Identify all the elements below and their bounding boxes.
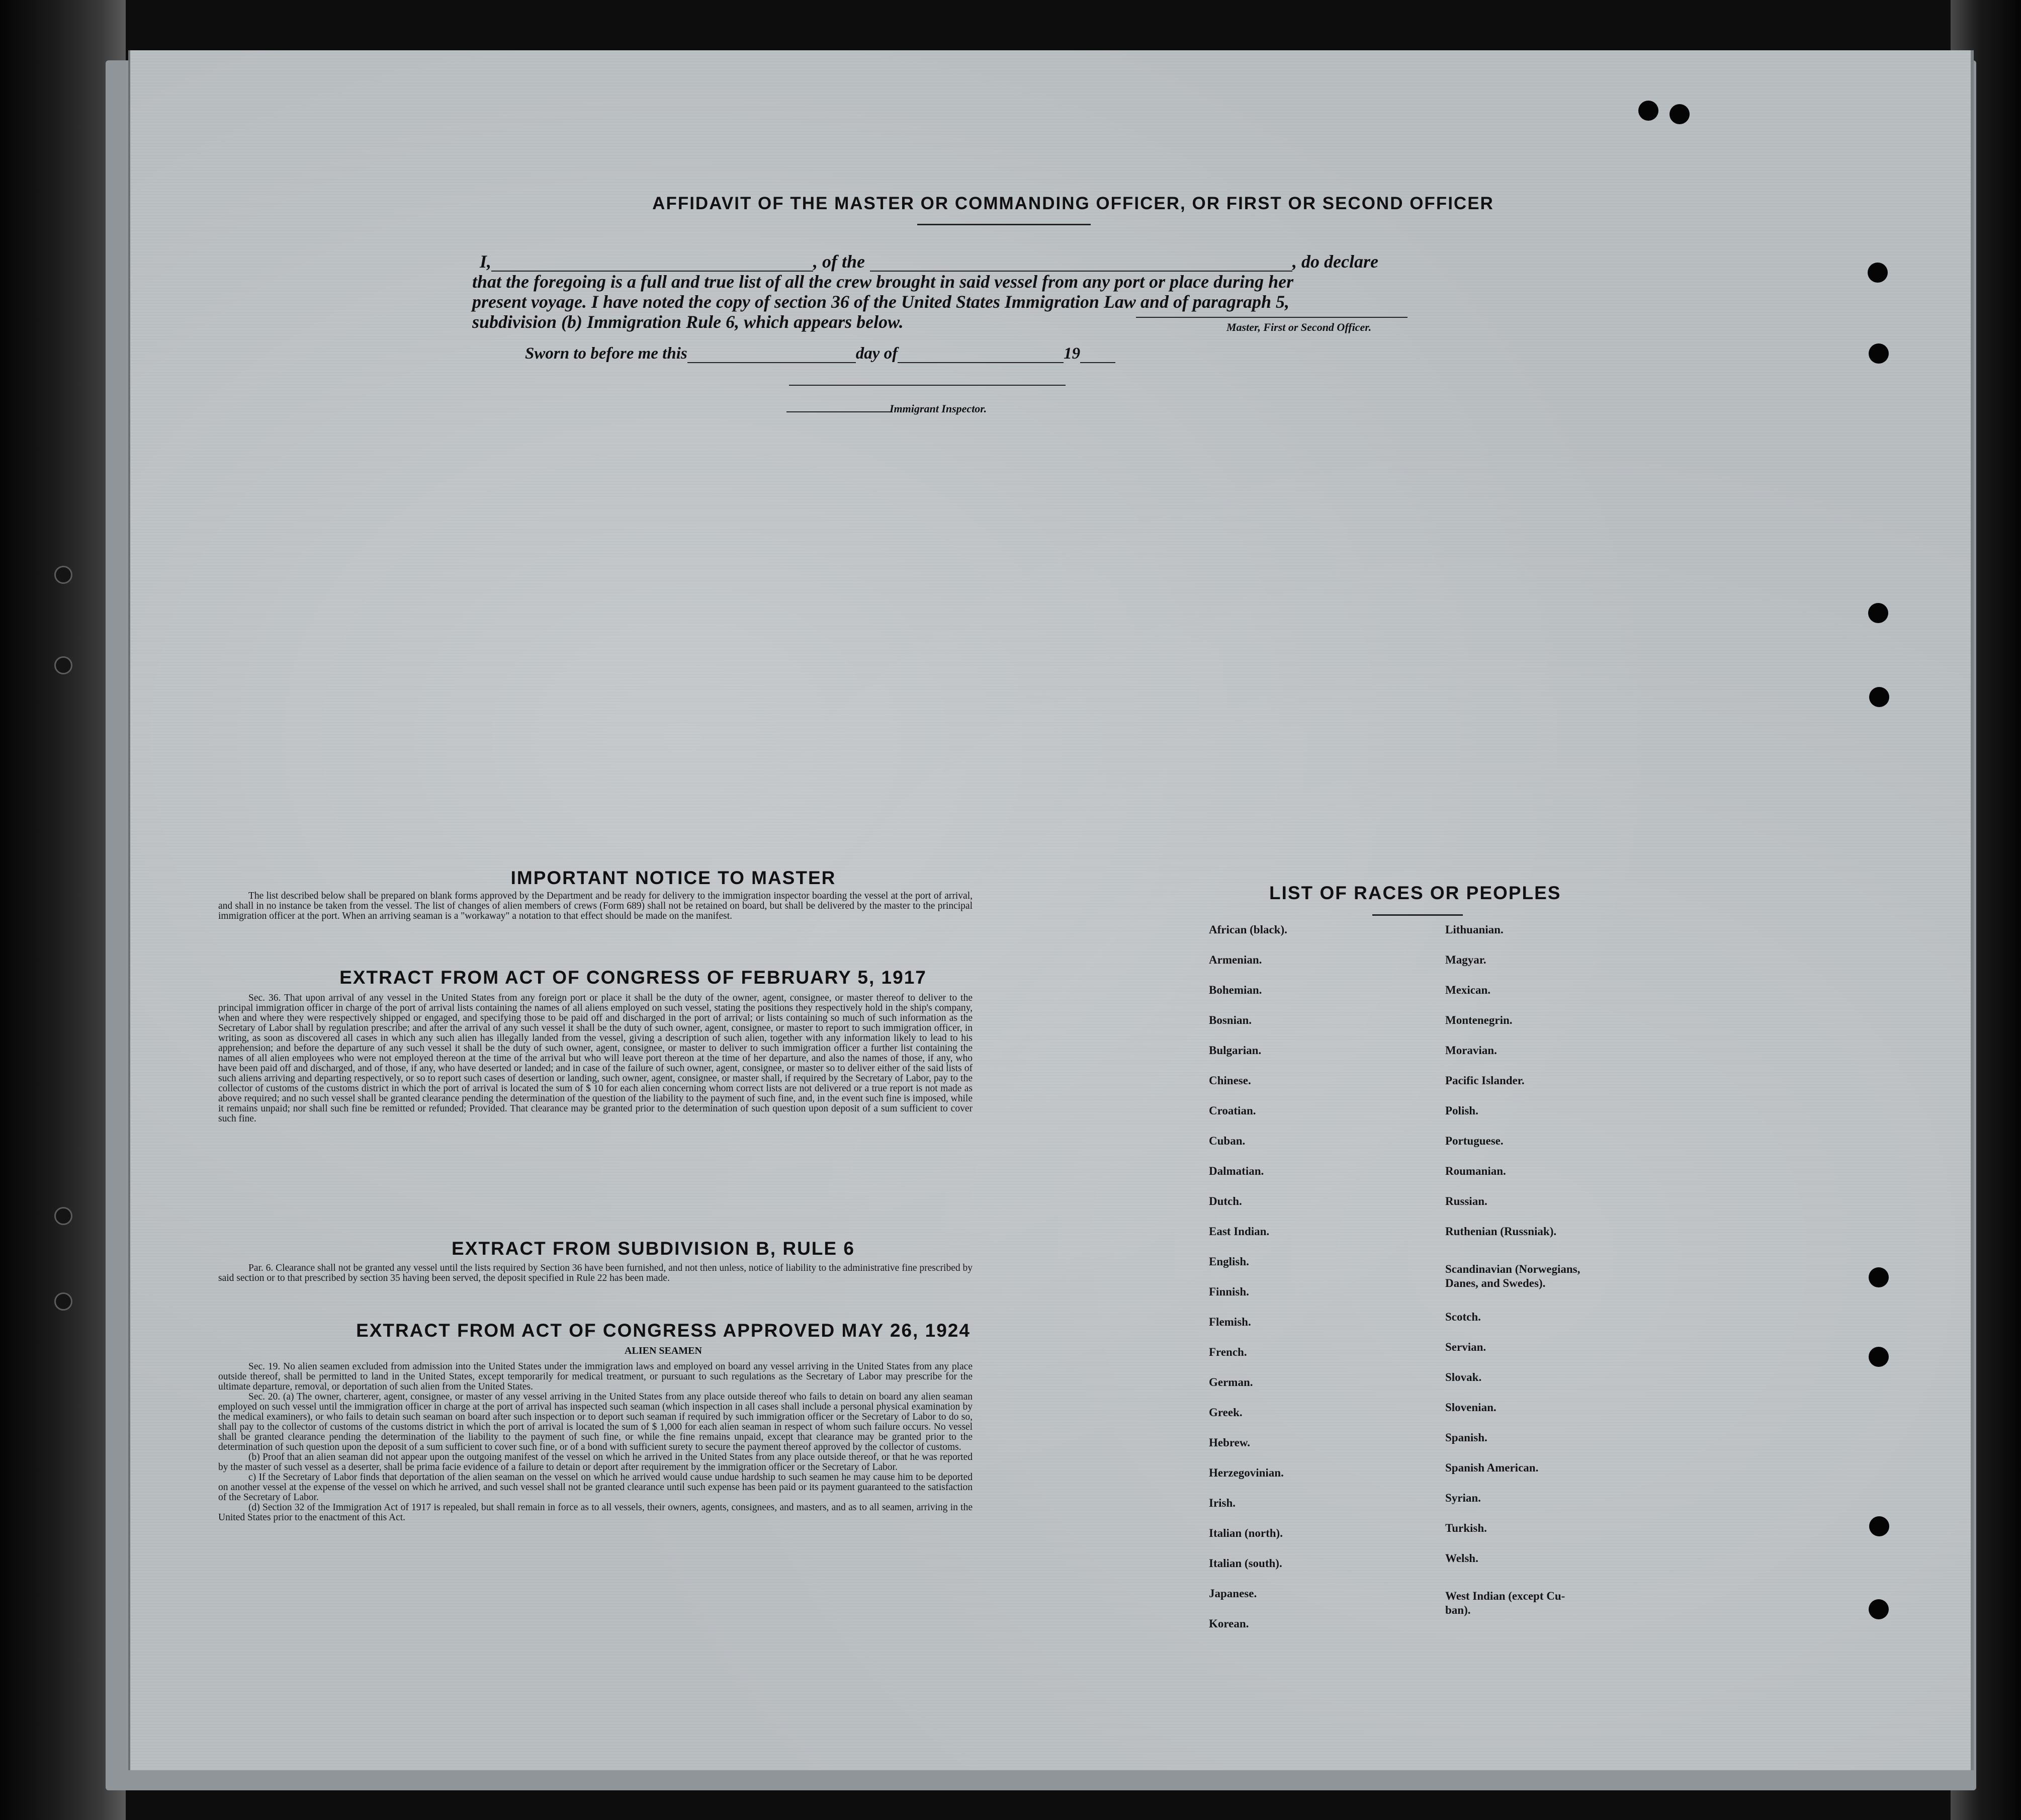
race-item: Welsh. xyxy=(1445,1552,1478,1565)
punch-hole xyxy=(1869,1516,1889,1536)
extract-1924-para-5: (d) Section 32 of the Immigration Act of 1917 is repealed, but shall remain in force as to all vessels, their owners, agents, consignees, and masters, and as to all seamen, arriving in the United States prior to the enactment of this Act. xyxy=(218,1502,973,1523)
race-item: Scandinavian (Norwegians, Danes, and Swedes). xyxy=(1445,1263,1580,1289)
race-item: Chinese. xyxy=(1209,1074,1251,1087)
punch-hole xyxy=(1869,1347,1889,1367)
race-item: Flemish. xyxy=(1209,1316,1251,1328)
race-item: Syrian. xyxy=(1445,1492,1481,1504)
race-item: Herzegovinian. xyxy=(1209,1466,1284,1479)
extract-1924-para-3: (b) Proof that an alien seaman did not appear upon the outgoing manifest of the vessel on which he arrived in the United States from any place outside thereof, or that he was reported by the master of such vessel as a deserter, shall be prima facie evidence of a failure to detain or deport after requirement by the immigration officer or the Secretary of Labor. xyxy=(218,1452,973,1472)
document-page xyxy=(128,50,1974,1770)
extract-1924-para-2: Sec. 20. (a) The owner, charterer, agent, consignee, or master of any vessel arriving in the United States from any place outside thereof who fails to detain on board any alien seaman employed on such vessel until the immigration officer in charge at the port of arrival has inspected such seaman (which inspection in all cases shall include a personal physical examination by the medical examiners), or who fails to detain such seaman on board after such inspection or to deport such seaman if required by such immigration officer or the Secretary of Labor to do so, shall pay to the collector of customs of the customs district in which the port of arrival is located the sum of $ 1,000 for each alien seaman in respect of whom such failure occurs. No vessel shall be granted clearance pending the determination of the liability to the payment of such fine, or while the fine remains unpaid, except that clearance may be granted prior to the determination of such question upon the deposit of a sum sufficient to cover such fine, or of a bond with sufficient surety to secure the payment thereof approved by the collector of customs. xyxy=(218,1392,973,1452)
punch-hole xyxy=(1669,104,1690,124)
sworn-month-field[interactable] xyxy=(898,348,1064,363)
race-item: Croatian. xyxy=(1209,1104,1256,1117)
extract-1924-body xyxy=(218,1362,973,1523)
race-item: Italian (north). xyxy=(1209,1527,1283,1539)
inspector-signature-line[interactable] xyxy=(789,385,1066,386)
race-item: Dutch. xyxy=(1209,1195,1242,1207)
race-item: Bohemian. xyxy=(1209,984,1262,996)
punch-hole xyxy=(1868,603,1888,623)
race-item: Slovenian. xyxy=(1445,1401,1497,1414)
extract-1917-body xyxy=(218,993,973,1124)
affidavit-line-2: that the foregoing is a full and true list of all the crew brought in said vessel from any port or place during her xyxy=(472,272,1294,292)
race-item: Armenian. xyxy=(1209,954,1262,966)
race-item: Montenegrin. xyxy=(1445,1014,1513,1026)
race-item: Greek. xyxy=(1209,1406,1243,1419)
extract-1917-title: EXTRACT FROM ACT OF CONGRESS OF FEBRUARY 5, 1917 xyxy=(339,967,927,988)
race-item: African (black). xyxy=(1209,923,1287,936)
sworn-year-prefix: 19 xyxy=(1064,344,1081,363)
punch-hole xyxy=(1869,343,1889,364)
race-item: Polish. xyxy=(1445,1104,1478,1117)
notice-paragraph: The list described below shall be prepared on blank forms approved by the Department and be ready for delivery to the immigration inspector boarding the vessel at the port of arrival, and shall in no instance be taken from the vessel. The list of changes of alien members of crews (Form 689) shall not be retained on board, but shall be delivered by the master to the principal immigration officer at the port. When an arriving seaman is a "workaway" a notation to that effect should be made on the manifest. xyxy=(218,891,973,921)
punch-hole xyxy=(1869,1267,1889,1287)
sworn-line xyxy=(525,344,1115,363)
sworn-text: Sworn to before me this xyxy=(525,344,687,363)
race-item: Mexican. xyxy=(1445,984,1491,996)
race-item: West Indian (except Cu- ban). xyxy=(1445,1590,1565,1616)
race-item: Hebrew. xyxy=(1209,1436,1250,1449)
punch-hole xyxy=(54,1207,72,1225)
punch-hole xyxy=(1869,1599,1889,1619)
race-item: Cuban. xyxy=(1209,1135,1246,1147)
race-item: Lithuanian. xyxy=(1445,923,1504,936)
punch-hole xyxy=(1869,687,1889,707)
punch-hole xyxy=(54,566,72,584)
sworn-day-field[interactable] xyxy=(687,348,856,363)
affidavit-i: I, xyxy=(480,251,492,272)
affidavit-line-3: present voyage. I have noted the copy of section 36 of the United States Immigration Law and of paragraph 5, xyxy=(472,292,1289,312)
races-right-column xyxy=(1445,50,1677,1710)
race-item: Scotch. xyxy=(1445,1311,1481,1323)
race-item: Russian. xyxy=(1445,1195,1487,1207)
race-item: Italian (south). xyxy=(1209,1557,1282,1570)
punch-hole xyxy=(1638,101,1658,121)
race-item: Slovak. xyxy=(1445,1371,1482,1383)
race-item: Turkish. xyxy=(1445,1522,1487,1534)
affidavit-declare: , do declare xyxy=(1292,251,1378,272)
race-item: East Indian. xyxy=(1209,1225,1270,1238)
race-item: Moravian. xyxy=(1445,1044,1497,1057)
race-item: Korean. xyxy=(1209,1617,1249,1630)
punch-hole xyxy=(1868,263,1888,283)
race-item: Dalmatian. xyxy=(1209,1165,1264,1177)
race-item: Bulgarian. xyxy=(1209,1044,1262,1057)
inspector-label-leader xyxy=(786,411,892,412)
race-item: Pacific Islander. xyxy=(1445,1074,1525,1087)
races-left-column xyxy=(1209,50,1410,1710)
race-item: Spanish. xyxy=(1445,1431,1487,1444)
races-title: LIST OF RACES OR PEOPLES xyxy=(1269,883,1561,903)
race-item: Bosnian. xyxy=(1209,1014,1252,1026)
extract-1917-paragraph: Sec. 36. That upon arrival of any vessel in the United States from any foreign port or place it shall be the duty of the owner, agent, consignee, or master thereof to deliver to the principal immigration officer in charge of the port of arrival lists containing the names of all aliens employed on such vessel, stating the positions they respectively hold in the ship's company, when and where they were respectively shipped or engaged, and specifying those to be paid off and discharged in the port of arrival; or lists containing so much of such information as the Secretary of Labor shall by regulation prescribe; and after the arrival of any such vessel it shall be the duty of such owner, agent, consignee, or master to report to such immigration officer, in writing, as soon as discovered all cases in which any such alien has illegally landed from the vessel, giving a description of such alien, together with any information likely to lead to his apprehension; and before the departure of any such vessel it shall be the duty of such owner, agent, consignee, or master to deliver to such immigration officer a further list containing the names of all alien employees who were not employed thereon at the time of the arrival but who will leave port thereon at the time of her departure, and also the names of those, if any, who have been paid off and discharged, and of those, if any, who have deserted or landed; and in case of the failure of such owner, agent, consignee, or master so to deliver either of the said lists of such aliens arriving and departing respectively, or so to report such cases of desertion or landing, such owner, agent, consignee, or master shall, if required by the Secretary of Labor, pay to the collector of customs of the customs district in which the port of arrival is located the sum of $ 10 for each alien concerning whom correct lists are not delivered or a true report is not made as above required; and no such vessel shall be granted clearance pending the determination of the question of the liability to the payment of such fine, and, in the event such fine is imposed, while it remains unpaid; nor shall such fine be remitted or refunded; Provided. That clearance may be granted prior to the determination of such question upon deposit of a sum sufficient to cover such fine. xyxy=(218,993,973,1124)
affidavit-of-the: , of the xyxy=(813,251,865,272)
affidavit-line-4: subdivision (b) Immigration Rule 6, which appears below. xyxy=(472,312,904,332)
master-name-field[interactable] xyxy=(491,254,813,272)
race-item: German. xyxy=(1209,1376,1253,1389)
race-item: Finnish. xyxy=(1209,1285,1249,1298)
sworn-year-field[interactable] xyxy=(1080,348,1115,363)
notice-text xyxy=(218,891,973,921)
race-item: Portuguese. xyxy=(1445,1135,1504,1147)
race-item: French. xyxy=(1209,1346,1247,1358)
race-item: Ruthenian (Russniak). xyxy=(1445,1225,1557,1238)
extract-rule6-paragraph: Par. 6. Clearance shall not be granted any vessel until the lists required by Section 36 have been furnished, and not then unless, notice of liability to the administrative fine prescribed by said section or to that prescribed by section 35 having been served, the deposit specified in Rule 22 has been made. xyxy=(218,1263,973,1283)
race-item: English. xyxy=(1209,1255,1249,1268)
signature-label: Master, First or Second Officer. xyxy=(1226,321,1372,333)
race-item: Spanish American. xyxy=(1445,1461,1539,1474)
affidavit-title: AFFIDAVIT OF THE MASTER OR COMMANDING OFFICER, OR FIRST OR SECOND OFFICER xyxy=(652,194,1494,213)
race-item: Magyar. xyxy=(1445,954,1486,966)
race-item: Servian. xyxy=(1445,1341,1486,1353)
extract-1924-para-1: Sec. 19. No alien seamen excluded from admission into the United States under the immigration laws and employed on board any vessel arriving in the United States from any place outside thereof, shall be permitted to land in the United States, except temporarily for medical treatment, or pursuant to such regulations as the Secretary of Labor may prescribe for the ultimate departure, removal, or deportation of such alien from the United States. xyxy=(218,1361,973,1392)
punch-hole xyxy=(54,1292,72,1311)
race-item: Roumanian. xyxy=(1445,1165,1506,1177)
punch-hole xyxy=(54,656,72,674)
notice-title: IMPORTANT NOTICE TO MASTER xyxy=(510,868,836,888)
extract-1924-subtitle: ALIEN SEAMEN xyxy=(625,1345,702,1356)
race-item: Irish. xyxy=(1209,1497,1236,1509)
sworn-day-of: day of xyxy=(855,344,898,363)
affidavit-title-rule xyxy=(917,224,1091,225)
extract-1924-title: EXTRACT FROM ACT OF CONGRESS APPROVED MAY 26, 1924 xyxy=(356,1320,971,1341)
inspector-label: Immigrant Inspector. xyxy=(890,402,987,415)
extract-rule6-body xyxy=(218,1263,973,1283)
race-item: Japanese. xyxy=(1209,1587,1257,1600)
extract-1924-para-4: c) If the Secretary of Labor finds that deportation of the alien seaman on the vessel on which he arrived would cause undue hardship to such seamen he may cause him to be deported on another vessel at the expense of the vessel on which he arrived, and such vessel shall not be granted clearance until such expense has been paid or its payment guaranteed to the satisfaction of the Secretary of Labor. xyxy=(218,1472,973,1503)
extract-rule6-title: EXTRACT FROM SUBDIVISION B, RULE 6 xyxy=(452,1238,855,1259)
